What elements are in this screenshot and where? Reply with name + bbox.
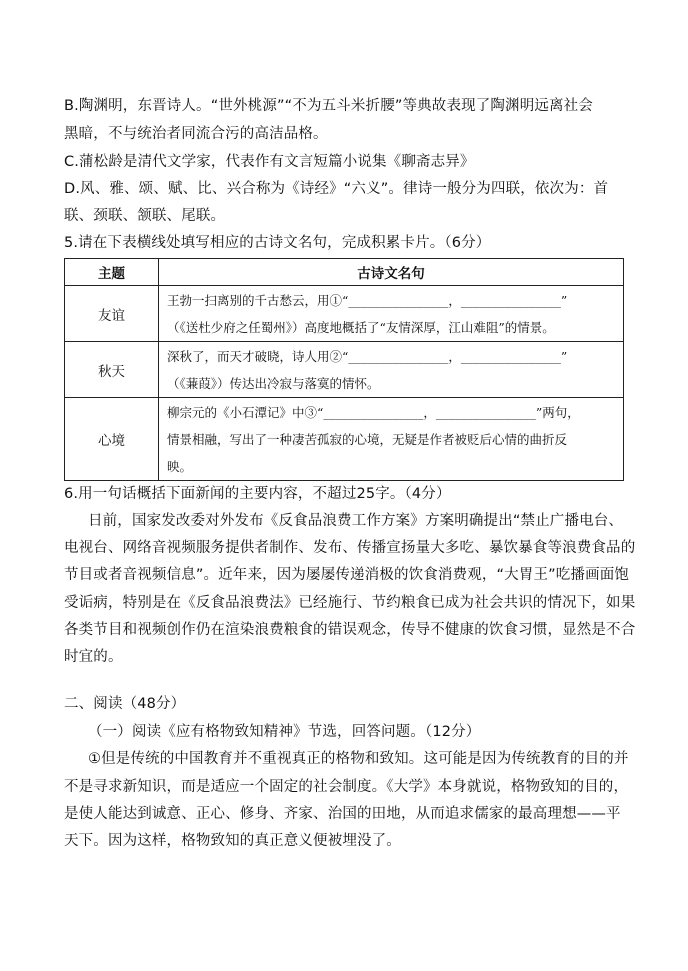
reading-paragraph-line: 不是寻求新知识，而是适应一个固定的社会制度。《大学》本身就说，格物致知的目的， [64,779,629,795]
news-line: 受诟病，特别是在《反食品浪费法》已经施行、节约粮食已成为社会共识的情况下，如果 [64,595,636,611]
reading-paragraph-line: ①但是传统的中国教育并不重视真正的格物和致知。这可能是因为传统教育的目的并 [88,751,629,767]
news-line: 各类节目和视频创作仍在渲染浪费粮食的错误观念，传导不健康的饮食习惯，显然是不合 [64,622,636,638]
news-line: 日前，国家发改委对外发布《反食品浪费工作方案》方案明确提出“禁止广播电台、 [88,513,624,529]
question-6: 6.用一句话概括下面新闻的主要内容，不超过25字。（4分） [64,486,451,502]
header-verse: 古诗文名句 [159,259,624,286]
poetry-card-table [64,258,624,481]
news-line: 节目或者音视频信息”。近年来，因为屡屡传递消极的饮食消费观，“大胃王”吃播画面饱 [64,567,630,583]
reading-paragraph-line: 天下。因为这样，格物致知的真正意义便被埋没了。 [64,833,401,849]
option-c: C.蒲松龄是清代文学家，代表作有文言短篇小说集《聊斋志异》 [64,154,475,170]
verse-cell [159,398,624,481]
verse-line: 深秋了，而天才破晓，诗人用②“________________，________________” [167,348,568,364]
option-b-line1: B.陶渊明，东晋诗人。“世外桃源”“不为五斗米折腰”等典故表现了陶渊明远离社会 [64,98,593,114]
table-row [65,342,624,398]
table-row [65,286,624,342]
verse-cell [159,342,624,398]
verse-line: 映。 [167,458,193,474]
topic-cell: 友谊 [65,286,159,342]
option-b-line2: 黑暗，不与统治者同流合污的高洁品格。 [64,126,328,142]
topic-cell: 秋天 [65,342,159,398]
verse-line: 情景相融，写出了一种凄苦孤寂的心境，无疑是作者被贬后心情的曲折反 [167,431,568,447]
verse-line: 王勃一扫离别的千古愁云，用①“________________，________________” [167,292,568,308]
topic-cell: 心境 [65,398,159,481]
news-line: 电视台、网络音视频服务提供者制作、发布、传播宣扬量大多吃、暴饮暴食等浪费食品的 [64,540,636,556]
news-line: 时宜的。 [64,649,123,665]
question-5: 5.请在下表横线处填写相应的古诗文名句，完成积累卡片。（6分） [64,235,491,251]
reading-paragraph-line: 是使人能达到诚意、正心、修身、齐家、治国的田地，从而追求儒家的最高理想——平 [64,806,621,822]
option-d-line2: 联、颈联、颔联、尾联。 [64,208,226,224]
verse-line: （《送杜少府之任蜀州》）高度地概括了“友情深厚，江山难阻”的情景。 [167,319,555,335]
header-topic: 主题 [65,259,159,286]
verse-cell [159,286,624,342]
reading-subtitle: （一）阅读《应有格物致知精神》节选，回答问题。（12分） [88,724,481,740]
table-header-row [65,259,624,286]
verse-line: 柳宗元的《小石潭记》中③“________________，________________”两句， [167,404,580,420]
option-d-line1: D.风、雅、颂、赋、比、兴合称为《诗经》“六义”。律诗一般分为四联，依次为：首 [64,181,609,197]
verse-line: （《蒹葭》）传达出冷寂与落寞的情怀。 [167,375,380,391]
table-row [65,398,624,481]
section-reading-title: 二、阅读（48分） [64,696,186,712]
